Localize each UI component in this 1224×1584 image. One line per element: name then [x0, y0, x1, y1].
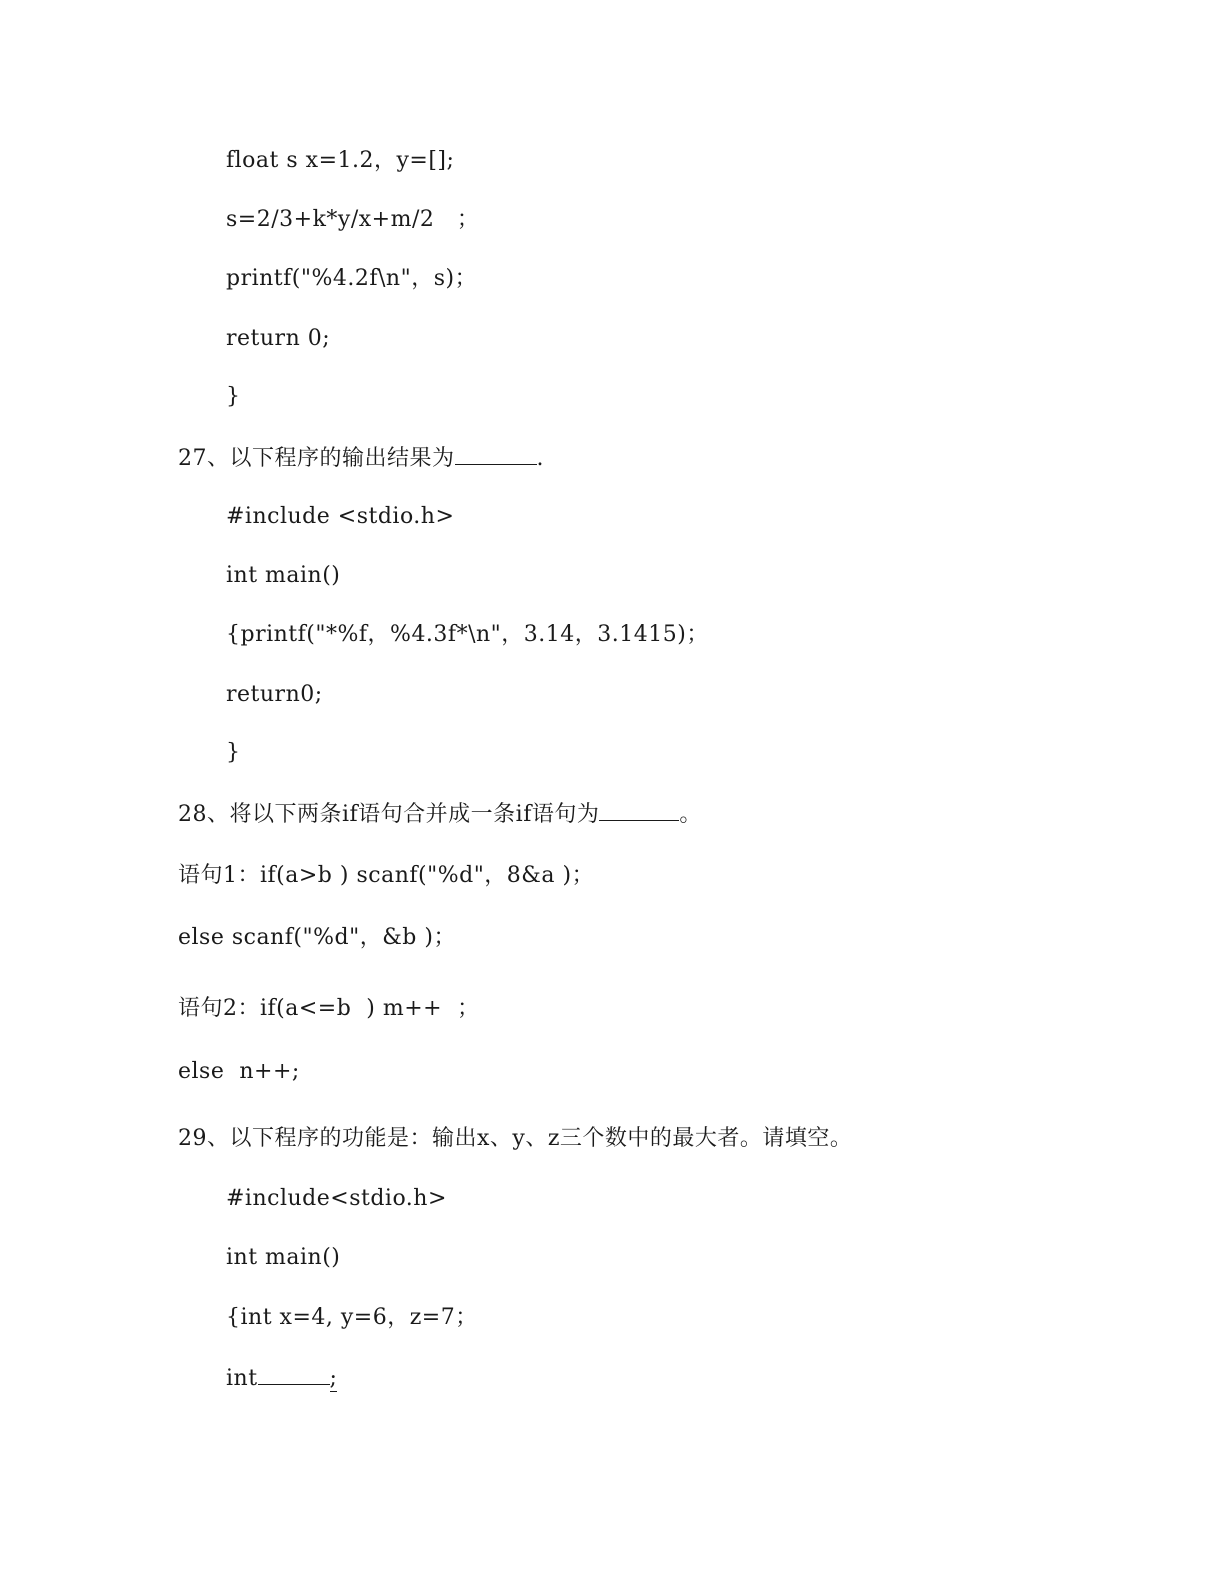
- code-line-main: int main(): [226, 563, 341, 588]
- code-line-float-decl: float s x=1.2，y=[];: [226, 148, 455, 173]
- question-28-end: 。: [679, 802, 702, 827]
- code-line-int-decl: {int x=4, y=6，z=7；: [226, 1305, 478, 1330]
- code-line-main: int main(): [226, 1245, 341, 1270]
- code-semicolon: ;: [329, 1366, 338, 1391]
- answer-blank: [258, 1362, 330, 1385]
- question-27-end: .: [536, 446, 544, 471]
- code-line-return: return 0;: [226, 326, 331, 351]
- code-line-close-brace: }: [226, 384, 241, 409]
- question-27: [178, 442, 544, 474]
- code-line-printf: printf("%4.2f\n"，s)；: [226, 266, 478, 291]
- question-28: [178, 798, 702, 830]
- statement-1-if: 语句1：if(a>b ) scanf("%d"，8&a )；: [178, 863, 595, 888]
- code-line-return: return0;: [226, 682, 323, 707]
- answer-blank: [599, 798, 679, 821]
- code-line-include: #include <stdio.h>: [226, 504, 455, 529]
- code-line-close-brace: }: [226, 740, 241, 765]
- statement-1-else: else scanf("%d"，&b )；: [178, 925, 456, 950]
- statement-2-else: else n++;: [178, 1059, 300, 1084]
- code-line-s-assign: s=2/3+k*y/x+m/2 ；: [226, 207, 480, 232]
- statement-2-if: 语句2：if(a<=b ) m++ ；: [178, 996, 480, 1021]
- code-line-include: #include<stdio.h>: [226, 1186, 447, 1211]
- code-line-printf: {printf("*%f，%4.3f*\n"，3.14，3.1415)；: [226, 622, 709, 647]
- question-28-text: 28、将以下两条if语句合并成一条if语句为: [178, 802, 600, 827]
- answer-blank: [455, 442, 537, 465]
- code-int-keyword: int: [226, 1366, 258, 1391]
- code-line-int-blank: [226, 1362, 337, 1394]
- question-27-text: 27、以下程序的输出结果为: [178, 446, 455, 471]
- question-29: 29、以下程序的功能是：输出x、y、z三个数中的最大者。请填空。: [178, 1126, 853, 1151]
